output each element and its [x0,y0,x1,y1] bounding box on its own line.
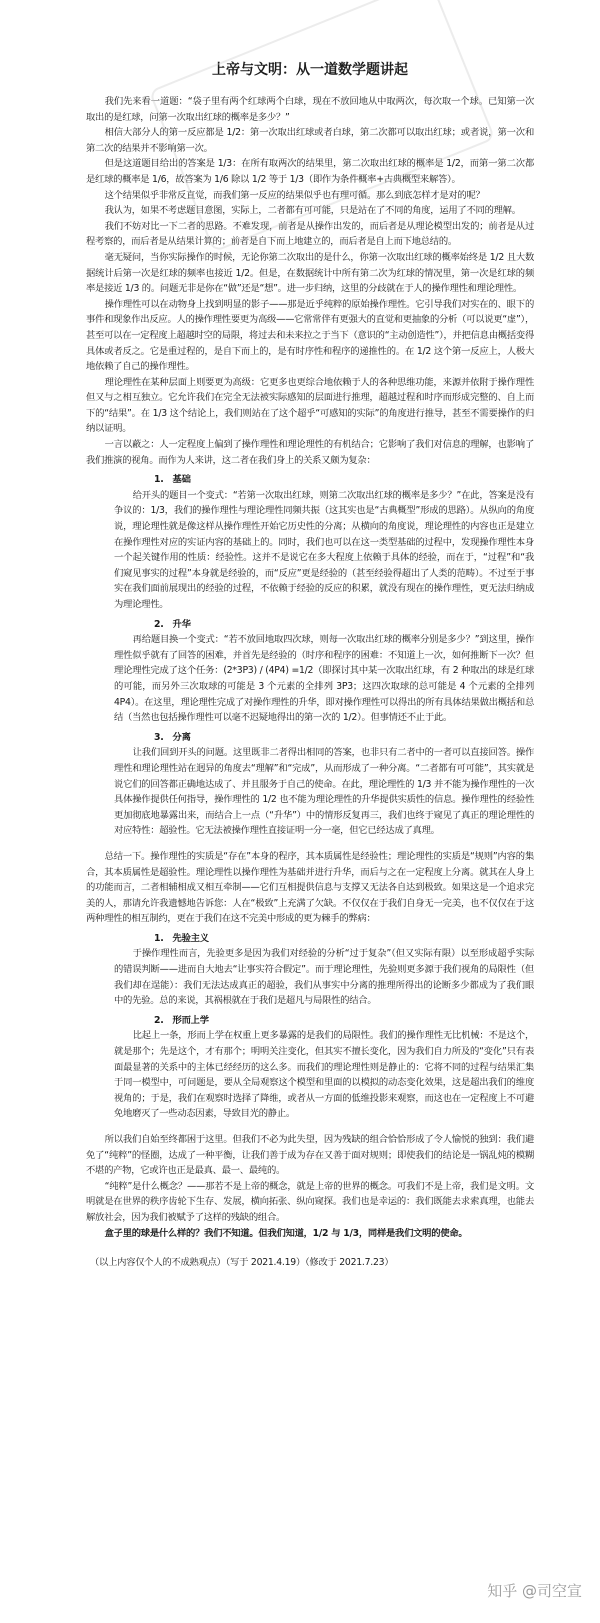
document-title: 上帝与文明：从一道数学题讲起 [212,62,408,78]
paragraph: 比起上一条，形而上学在权重上更多暴露的是我们的局限性。我们的操作理性无比机械：不是这个，就是那个；先是这个，才有那个；明明关注变化，但其实不擅长变化，因为我们自力所及的“变化”只有表面最显著的关系中的主体已经经历的这么多。而我们的理论理性则是静止的：它将不同的过程与结果汇集于同一模型中，可问题是，要从全局观察这个模型和里面的以模拟的动态变化效果，这是超出我们的维度视角的；于是，我们在观察时选择了降维，或者从一方面的低维投影来观察，而这也在一定程度上不可避免地磨灭了一些动态因素，导致目光的静止。 [114,1030,534,1120]
paragraph: 我认为，如果不考虑题目意图，实际上，二者都有可可能，只是站在了不同的角度，运用了不同的理解。 [104,205,521,217]
paragraph: 相信大部分人的第一反应都是 1/2：第一次取出红球或者白球，第二次都可以取出红球；或者说，第一次和第二次的结果并不影响第一次。 [86,127,534,154]
paragraph: 毫无疑问，当你实际操作的时候，无论你第二次取出的是什么，你第一次取出红球的概率始终是 1/2 且大数据统计后第一次是红球的频率也接近 1/2。但是，在数据统计中所有第二次为红球的情况里，第一次是红球的频率是接近 1/3 的。问题无非是你在“做”还是“想”。进一步归纳，这里的分歧就在于人的操作理性和理论理性。 [86,251,534,295]
paragraph: 这个结果似乎非常反直觉，而我们第一反应的结果似乎也有理可循。那么到底怎样才是对的呢？ [104,189,485,201]
closing-paragraph: 盒子里的球是什么样的？我们不知道。但我们知道，1/2 与 1/3，同样是我们文明的使命。 [104,1227,468,1239]
closing-paragraph: 所以我们自始至终都困于这里。但我们不必为此失望，因为残缺的组合恰恰形成了令人愉悦的独到：我们避免了“纯粹”的怪圈，达成了一种平衡，让我们善于成为存在又善于面对规则；即使我们的结论是一锅乱炖的模糊不堪的产物，它或许也正是最真、最一、最纯的。 [86,1134,534,1177]
author-note: （以上内容仅个人的不成熟观点）（写于 2021.4.19）（修改于 2021.7.23） [90,1257,394,1269]
paragraph: 让我们回到开头的问题。这里既非二者得出相同的答案，也非只有二者中的一者可以直接回答。操作理性和理论理性站在迥异的角度去“理解”和“完成”，从而形成了一种分离。“二者都有可可能”，其实就是说它们的回答都正确地达成了、并且服务于自己的使命。在此，理论理性的 1/3 并不能为操作理性的一次具体操作提供任何指导，操作理性的 1/2 也不能为理论理性的升华提供实质性的信息。操作理性的经验性更加彻底地暴露出来，而结合上一点（“升华”）中的情形反复再三，我们也终于窥见了真正的理论理性的对应特性：超验性。它无法被操作理性直接证明一分一毫，但它已经达成了真理。 [114,747,534,837]
paragraph: 操作理性可以在动物身上找到明显的影子——那是近乎纯粹的原始操作理性。它引导我们对实在的、眼下的事件和现象作出反应。人的操作理性要更为高级——它常常伴有更强大的直觉和更抽象的分析（可以说更“虚”），甚至可以在一定程度上超越时空的局限，将过去和未来拉之于当下（意识的“主动创造性”），并把信息由概括变得具体或者反之。它是重过程的，是自下而上的，是有时序性和程序的递推性的。在 1/2 这个第一反应上，人极大地依赖了自己的操作理性。 [86,298,534,373]
paragraph: 理论理性在某种层面上则要更为高级：它更多也更综合地依赖于人的各种思维功能，来源并依附于操作理性但又与之相互独立。它允许我们在完全无法被实际感知的层面进行推理，超越过程和时序而形成完整的、自上而下的“结果”。在 1/3 这个结论上，我们则站在了这个超乎“可感知的实际”的角度进行推导，甚至不需要操作的归纳以证明。 [86,376,534,435]
paragraph: 再给题目换一个变式：“若不放回地取四次球，则每一次取出红球的概率分别是多少？”到这里，操作理性似乎就有了回答的困难，并首先是经验的（时序和程序的困难：不知道上一次，如何推断下一次？但理论理性完成了这个任务：(2*3P3) / (4P4) =1/2（即探讨其中某一次取出红球，有 2 种取出的球是红球的可能，而另外三次取球的可能是 3 个元素的全排列 3P3；这四次取球的总可能是 4 个元素的全排列 4P4）。在这里，理论理性完成了对操作理性的升华，即对操作理性可以得出的所有具体结果做出概括和总结（当然也包括操作理性可以毫不迟疑地得出的第一次的 1/2）。但事情还不止于此。 [114,634,534,724]
paragraph: 给开头的题目一个变式：“若第一次取出红球，则第二次取出红球的概率是多少？”在此，答案是没有争议的：1/3，我们的操作理性与理论理性同频共振（这其实也是“古典概型”形成的思路）。从纵向的角度说，理论理性就是像这样从操作理性开始它历史性的分离；从横向的角度说，理论理性的内容也正是建立在操作理性对应的实证内容的基础上的。同时，我们也可以在这一类型基础的过程中，发现操作理性本身一个起关键作用的性质：经验性。这并不是说它在多大程度上依赖于具体的经验，而在于，“过程”和“我们窥见事实的过程”本身就是经验的，而“反应”更是经验的（甚至经验得超出了人类的范畴）。不过至于事实在我们面前展现出的经验的过程，不依赖于经验的反应的积累，就没有现在的操作理性，更无法归纳成为理论理性。 [114,489,534,610]
section-heading: 3. 分离 [154,731,191,743]
section-heading: 1. 基础 [154,474,191,486]
section-heading: 2. 升华 [154,618,191,630]
section-heading: 1. 先验主义 [154,932,209,944]
closing-paragraph: “纯粹”是什么概念？——那若不是上帝的概念，就是上帝的世界的概念。可我们不是上帝，我们是文明。文明就是在世界的秩序齿轮下生存、发展，横向拓张、纵向窥探。我们也是幸运的：我们既能去求索真理，也能去解放社会，因为我们被赋予了这样的残缺的组合。 [86,1180,534,1223]
sections-a [86,472,534,839]
section-heading: 2. 形而上学 [154,1014,209,1026]
zhihu-watermark: 知乎 @司空宣 [487,1582,582,1600]
paragraph: 但是这道题目给出的答案是 1/3：在所有取两次的结果里，第二次取出红球的概率是 1/2，而第一第二次都是红球的概率是 1/6，故答案为 1/6 除以 1/2 等于 1/3（即作为条件概率+古典概型来解答）。 [86,158,534,185]
sections-b [86,931,534,1122]
paragraph: 我们先来看一道题：“袋子里有两个红球两个白球，现在不放回地从中取两次，每次取一个球。已知第一次取出的是红球，问第一次取出红球的概率是多少？” [86,96,534,123]
paragraph: 一言以蔽之：人一定程度上偏到了操作理性和理论理性的有机结合；它影响了我们对信息的理解，也影响了我们推演的视角。而作为人来讲，这二者在我们身上的关系又颇为复杂： [86,439,534,466]
summary-paragraph: 总结一下。操作理性的实质是“存在”本身的程序，其本质属性是经验性；理论理性的实质是“规则”内容的集合，其本质属性是超验性。理论理性以操作理性为基础并进行升华，而后与之在一定程度上分离。就其在人身上的功能而言，二者相辅相成又相互牵制——它们互相提供信息与支撑又无法各自达到极致。如果这是一个追求完美的人，那请允许我遗憾地告诉您：人在“极致”上充满了欠缺。不仅仅在于我们自身无一完美，也不仅仅在于这两种理性的相互制约，更在于我们在这不完美中形成的更为棘手的弊病： [86,850,534,925]
paragraph: 于操作理性而言，先验更多是因为我们对经验的分析“过于复杂”（但又实际有限）以至形成超乎实际的错误判断——进而自大地去“让事实符合假定”。而于理论理性，先验则更多源于我们视角的局限性（但我们却在逞能）：我们无法达成真正的超验，我们从事实中分离的推理所得出的论断多少都成为了我们眼中的先验。总的来说，其祸根就在于我们是超凡与局限性的结合。 [114,948,534,1007]
paragraph: 我们不妨对比一下二者的思路。不难发现，前者是从操作出发的，而后者是从理论模型出发的；前者是从过程考察的，而后者是从结果计算的；前者是自下而上地建立的，而后者是自上而下地总结的。 [86,220,534,248]
